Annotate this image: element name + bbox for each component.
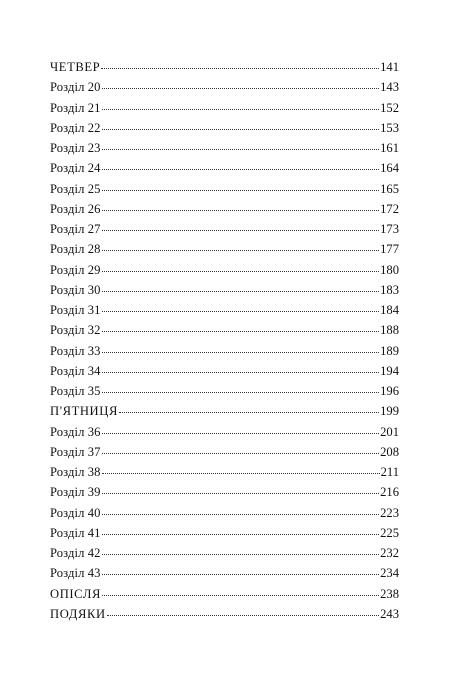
toc-entry: [50, 179, 399, 199]
toc-dot-leader: [102, 453, 380, 454]
toc-entry: [50, 300, 399, 320]
toc-entry-page-number: 173: [380, 222, 399, 236]
toc-dot-leader: [102, 291, 380, 292]
toc-dot-leader: [102, 352, 380, 353]
toc-entry-label: Розділ 20: [50, 80, 101, 95]
toc-entry-label: Розділ 25: [50, 181, 101, 196]
toc-dot-leader: [102, 473, 380, 474]
toc-entry-page-number: 223: [380, 505, 399, 520]
toc-entry-label: Розділ 28: [50, 242, 101, 257]
toc-entry-page-number: 211: [380, 465, 399, 479]
toc-entry: [50, 239, 399, 259]
toc-entry-page-number: 152: [380, 100, 399, 115]
toc-entry: [50, 280, 399, 300]
toc-entry-label: Розділ 22: [50, 120, 101, 135]
toc-entry-label: Розділ 36: [50, 424, 101, 439]
toc-dot-leader: [102, 514, 380, 515]
toc-entry: [50, 219, 399, 239]
toc-entry-label: Розділ 38: [50, 465, 101, 479]
toc-entry-page-number: 184: [380, 303, 399, 317]
toc-entry: [50, 422, 399, 442]
toc-entry-label: Розділ 33: [50, 343, 101, 358]
toc-entry-page-number: 196: [380, 384, 399, 398]
toc-entry: [50, 482, 399, 502]
toc-entry: [50, 320, 399, 340]
toc-entry-label: Розділ 29: [50, 262, 101, 277]
toc-dot-leader: [102, 149, 380, 150]
toc-entry: [50, 462, 399, 482]
toc-entry-page-number: 188: [380, 323, 399, 338]
toc-entry: [50, 563, 399, 583]
toc-entry-page-number: 177: [380, 242, 399, 257]
toc-entry-label: Розділ 24: [50, 161, 101, 176]
toc-entry-page-number: 238: [380, 586, 399, 601]
toc-entry: [50, 401, 399, 421]
toc-entry-label: П'ЯТНИЦЯ: [50, 404, 118, 419]
toc-entry-label: Розділ 27: [50, 222, 101, 236]
toc-entry: [50, 381, 399, 401]
toc-entry-page-number: 172: [380, 201, 399, 216]
toc-entry-page-number: 189: [380, 343, 399, 358]
toc-dot-leader: [102, 372, 380, 373]
toc-entry-label: Розділ 34: [50, 363, 101, 378]
toc-entry-label: Розділ 40: [50, 505, 101, 520]
toc-entry: [50, 199, 399, 219]
toc-dot-leader: [119, 412, 379, 413]
toc-dot-leader: [102, 250, 380, 251]
table-of-contents: [50, 57, 399, 624]
toc-entry-label: Розділ 26: [50, 201, 101, 216]
toc-entry-label: Розділ 23: [50, 141, 101, 155]
toc-entry-page-number: 208: [380, 444, 399, 459]
toc-entry-page-number: 243: [380, 606, 399, 621]
toc-entry: [50, 77, 399, 97]
toc-entry: [50, 584, 399, 604]
toc-entry-page-number: 141: [380, 60, 399, 74]
toc-entry-page-number: 232: [380, 546, 399, 560]
toc-dot-leader: [102, 210, 380, 211]
toc-dot-leader: [102, 109, 380, 110]
toc-entry: [50, 138, 399, 158]
toc-entry: [50, 543, 399, 563]
toc-entry-label: Розділ 37: [50, 444, 101, 459]
toc-entry-label: Розділ 42: [50, 546, 101, 560]
toc-entry-page-number: 153: [380, 120, 399, 135]
toc-entry-label: Розділ 21: [50, 100, 101, 115]
toc-entry: [50, 503, 399, 523]
toc-dot-leader: [102, 230, 380, 231]
toc-entry: [50, 523, 399, 543]
toc-entry: [50, 158, 399, 178]
toc-entry-label: Розділ 35: [50, 384, 101, 398]
toc-entry-page-number: 194: [380, 363, 399, 378]
toc-dot-leader: [102, 392, 380, 393]
toc-dot-leader: [102, 574, 380, 575]
toc-dot-leader: [102, 129, 380, 130]
toc-dot-leader: [102, 169, 380, 170]
toc-entry-label: Розділ 41: [50, 525, 101, 540]
toc-entry-page-number: 201: [380, 424, 399, 439]
toc-dot-leader: [102, 433, 380, 434]
toc-dot-leader: [102, 331, 380, 332]
toc-dot-leader: [102, 595, 379, 596]
toc-entry-page-number: 143: [380, 80, 399, 95]
toc-entry-label: Розділ 32: [50, 323, 101, 338]
toc-entry-label: Розділ 30: [50, 282, 101, 297]
toc-entry-page-number: 183: [380, 282, 399, 297]
toc-entry: [50, 57, 399, 77]
toc-dot-leader: [102, 311, 380, 312]
toc-entry: [50, 98, 399, 118]
toc-dot-leader: [102, 493, 380, 494]
toc-entry: [50, 604, 399, 624]
toc-dot-leader: [102, 88, 380, 89]
toc-dot-leader: [102, 271, 380, 272]
toc-entry: [50, 361, 399, 381]
toc-entry: [50, 118, 399, 138]
toc-entry-page-number: 161: [380, 141, 399, 155]
toc-entry-page-number: 164: [380, 161, 399, 176]
toc-dot-leader: [102, 190, 380, 191]
toc-entry-page-number: 225: [380, 525, 399, 540]
toc-dot-leader: [102, 534, 380, 535]
toc-dot-leader: [101, 68, 379, 69]
toc-entry-label: ЧЕТВЕР: [50, 60, 101, 74]
toc-entry: [50, 442, 399, 462]
toc-dot-leader: [102, 554, 380, 555]
toc-dot-leader: [107, 615, 379, 616]
toc-entry-label: Розділ 39: [50, 485, 101, 500]
toc-entry-label: ПОДЯКИ: [50, 606, 106, 621]
toc-entry-page-number: 180: [380, 262, 399, 277]
toc-entry: [50, 341, 399, 361]
toc-entry: [50, 260, 399, 280]
toc-entry-page-number: 199: [380, 404, 399, 419]
toc-entry-page-number: 165: [380, 181, 399, 196]
toc-entry-page-number: 216: [380, 485, 399, 500]
toc-entry-label: ОПІСЛЯ: [50, 586, 102, 601]
toc-entry-label: Розділ 43: [50, 566, 101, 581]
toc-entry-label: Розділ 31: [50, 303, 101, 317]
toc-entry-page-number: 234: [380, 566, 399, 581]
